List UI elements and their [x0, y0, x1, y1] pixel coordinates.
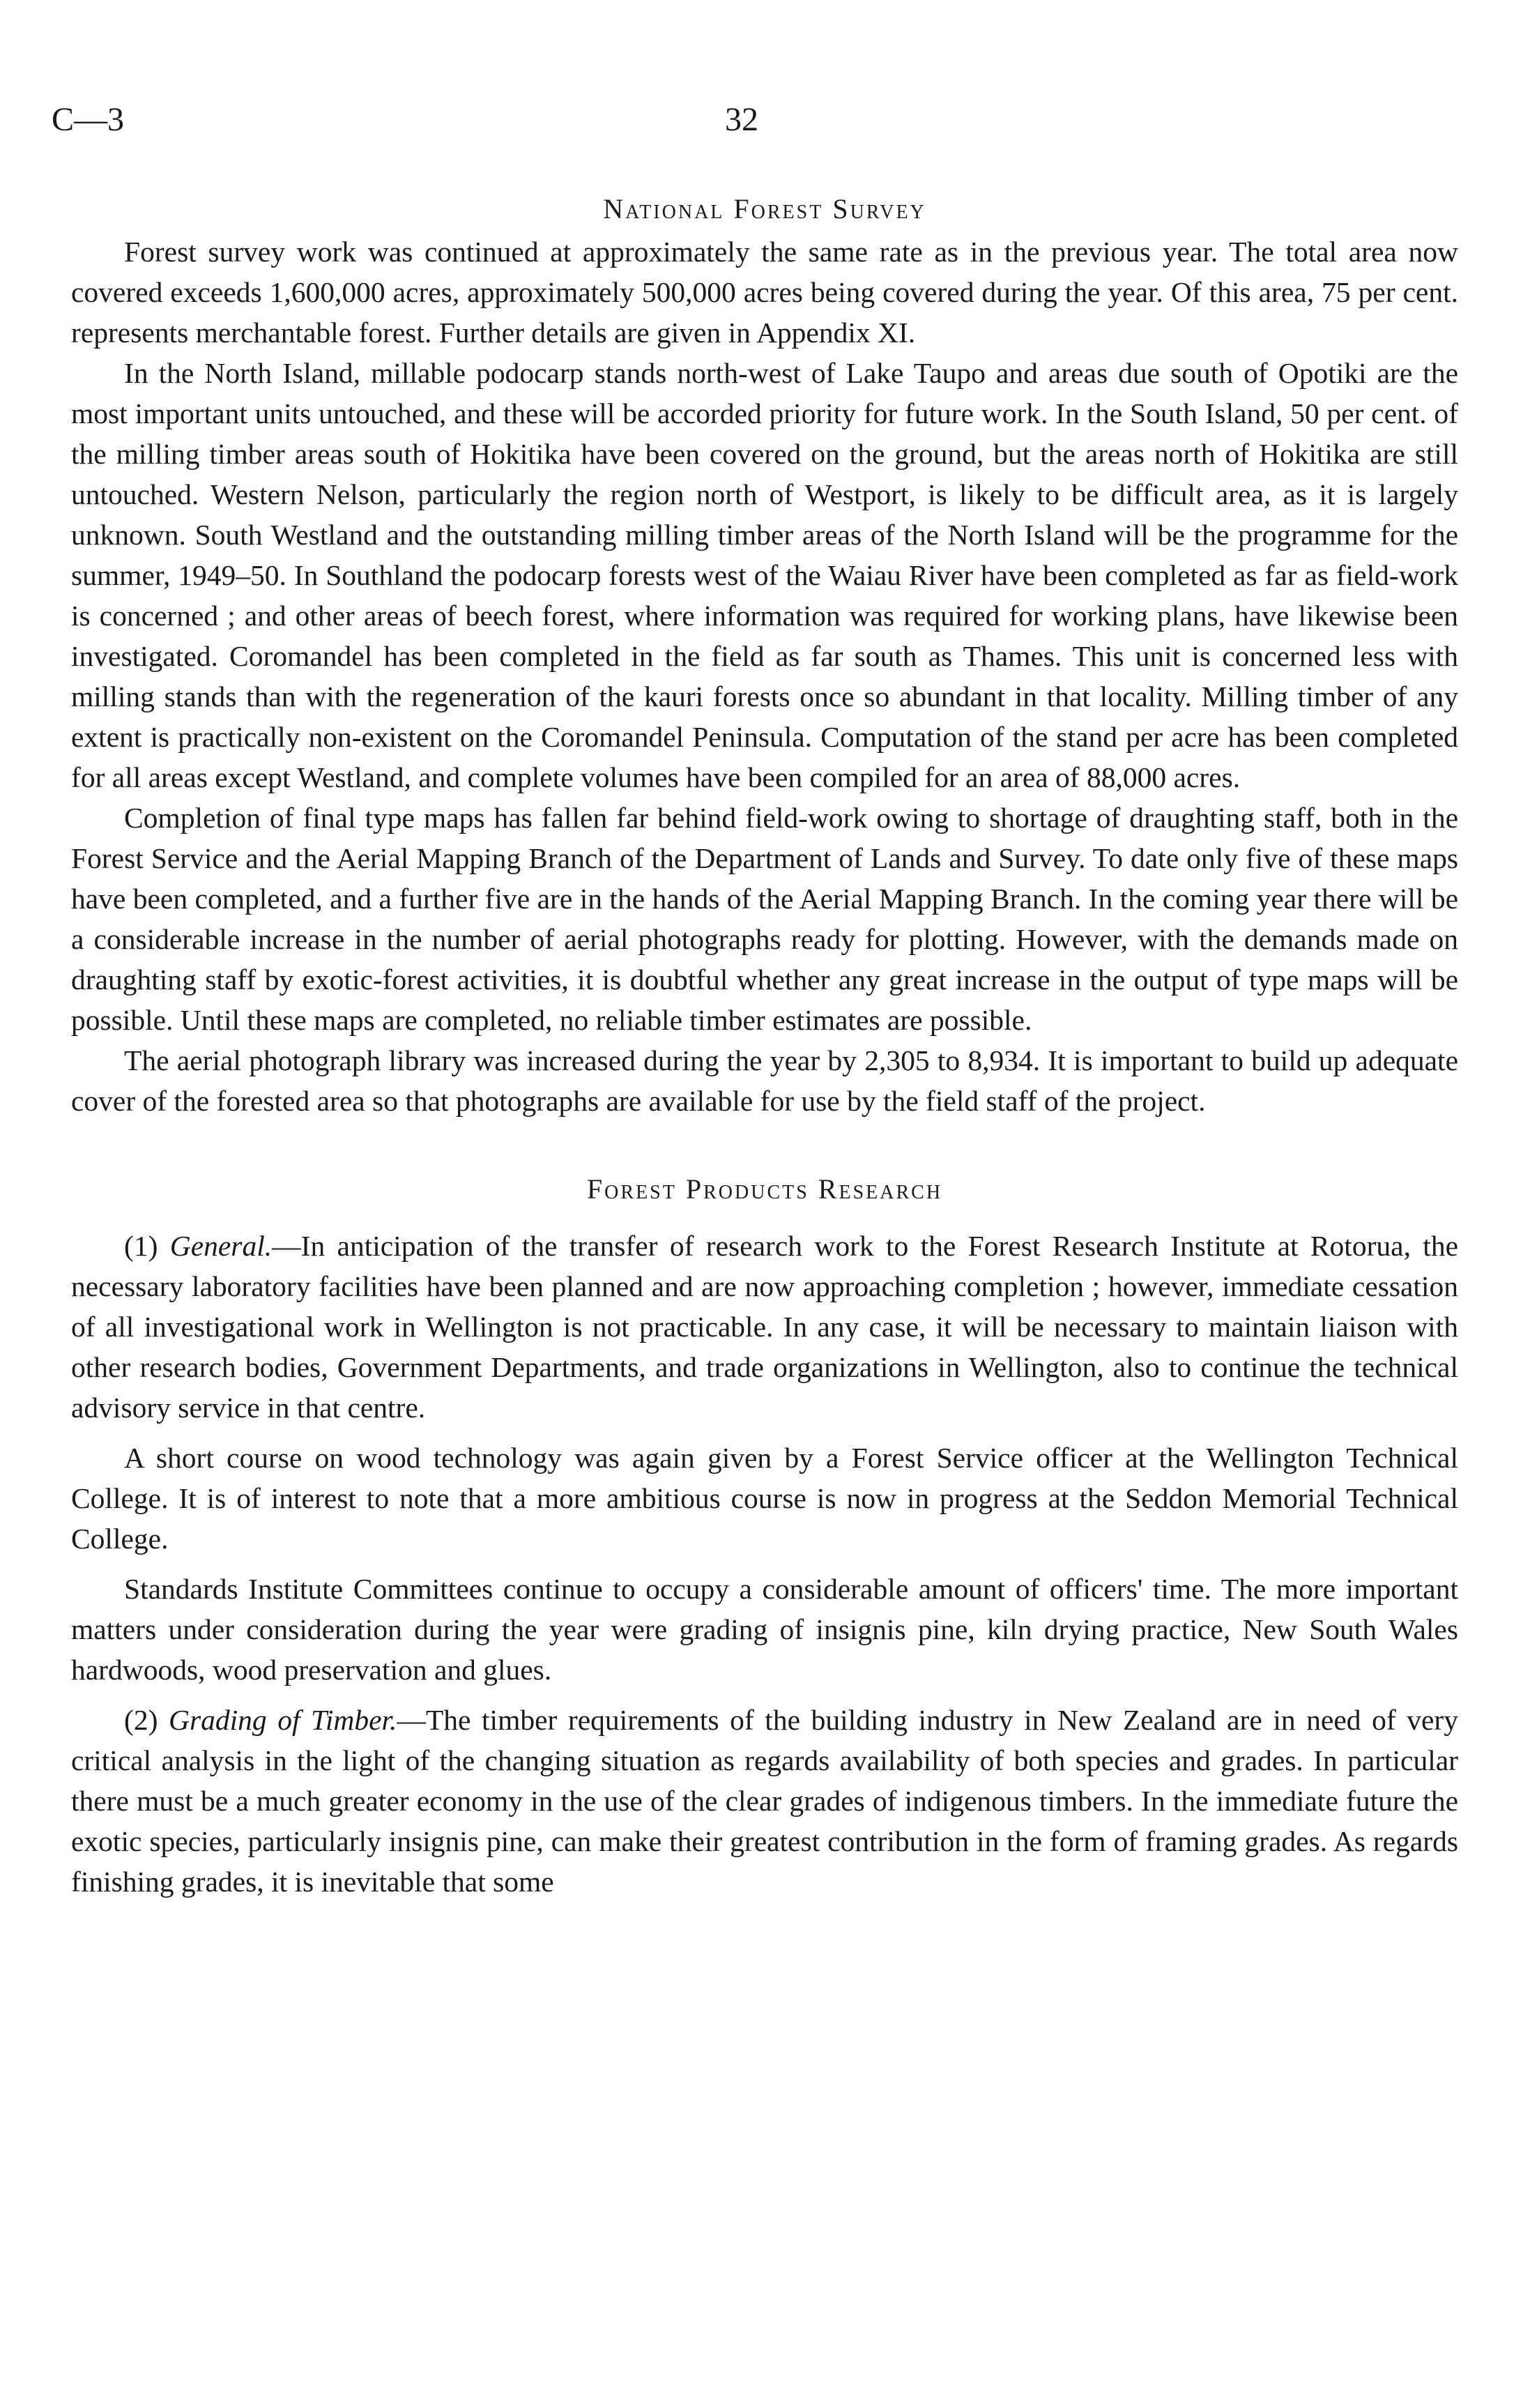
- paragraph: In the North Island, millable podocarp stands north-west of Lake Taupo and areas due south of Opotiki are the most important units untouched, and these will be accorded priority for future work. In the South Island, 50 per cent. of the milling timber areas south of Hokitika have been covered on the ground, but the areas north of Hokitika are still untouched. Western Nelson, particularly the region north of Westport, is likely to be difficult area, as it is largely unknown. South Westland and the outstanding milling timber areas of the North Island will be the programme for the summer, 1949–50. In Southland the podocarp forests west of the Waiau River have been completed as far as field-work is concerned ; and other areas of beech forest, where information was required for working plans, have likewise been investigated. Coromandel has been completed in the field as far south as Thames. This unit is concerned less with milling stands than with the regeneration of the kauri forests once so abundant in that locality. Milling timber of any extent is practically non-existent on the Coromandel Peninsula. Computation of the stand per acre has been completed for all areas except Westland, and complete volumes have been compiled for an area of 88,000 acres.: [71, 357, 1458, 793]
- paragraph-grading: [71, 1700, 1458, 1902]
- section-heading-survey: National Forest Survey: [603, 193, 926, 224]
- page-content: [71, 190, 1458, 1902]
- paragraph: Standards Institute Committees continue to occupy a considerable amount of officers' time. The more important matters under consideration during the year were grading of insignis pine, kiln drying practice, New South Wales hardwoods, wood preservation and glues.: [71, 1573, 1458, 1686]
- document-reference: C—3: [52, 101, 125, 138]
- clause-text: —The timber requirements of the building industry in New Zealand are in need of very critical analysis in the light of the changing situation as regards availability of both species and grades. In particular there must be a much greater economy in the use of the clear grades of indigenous timbers. In the immediate future the exotic species, particularly insignis pine, can make their greatest contribution in the form of framing grades. As regards finishing grades, it is inevitable that some: [71, 1704, 1458, 1898]
- paragraph: Completion of final type maps has fallen far behind field-work owing to shortage of draughting staff, both in the Forest Service and the Aerial Mapping Branch of the Department of Lands and Survey. To date only five of these maps have been completed, and a further five are in the hands of the Aerial Mapping Branch. In the coming year there will be a considerable increase in the number of aerial photographs ready for plotting. However, with the demands made on draughting staff by exotic-forest activities, it is doubtful whether any great increase in the output of type maps will be possible. Until these maps are completed, no reliable timber estimates are possible.: [71, 802, 1458, 1036]
- clause-number: (2): [124, 1704, 169, 1736]
- paragraph: The aerial photograph library was increased during the year by 2,305 to 8,934. It is important to build up adequate cover of the forested area so that photographs are available for use by the field staff of the project.: [71, 1044, 1458, 1117]
- clause-title: General.: [169, 1230, 273, 1262]
- section-heading-research: Forest Products Research: [586, 1173, 943, 1205]
- paragraph: A short course on wood technology was again given by a Forest Service officer at the Wellington Technical College. It is of interest to note that a more ambitious course is now in progress at the Seddon Memorial Technical College.: [71, 1442, 1458, 1555]
- clause-title: Grading of Timber.: [168, 1704, 397, 1736]
- page-number: 32: [725, 101, 758, 138]
- clause-text: —In anticipation of the transfer of research work to the Forest Research Institute at Rotorua, the necessary laboratory facilities have been planned and are now approaching completion ; however, immediate cessation of all investigational work in Wellington is not practicable. In any case, it will be necessary to maintain liaison with other research bodies, Government Departments, and trade organizations in Wellington, also to continue the technical advisory service in that centre.: [71, 1230, 1458, 1424]
- paragraph: Forest survey work was continued at approximately the same rate as in the previous year. The total area now covered exceeds 1,600,000 acres, approximately 500,000 acres being covered during the year. Of this area, 75 per cent. represents merchantable forest. Further details are given in Appendix XI.: [71, 236, 1458, 349]
- clause-number: (1): [124, 1230, 170, 1262]
- paragraph-general: [71, 1226, 1458, 1428]
